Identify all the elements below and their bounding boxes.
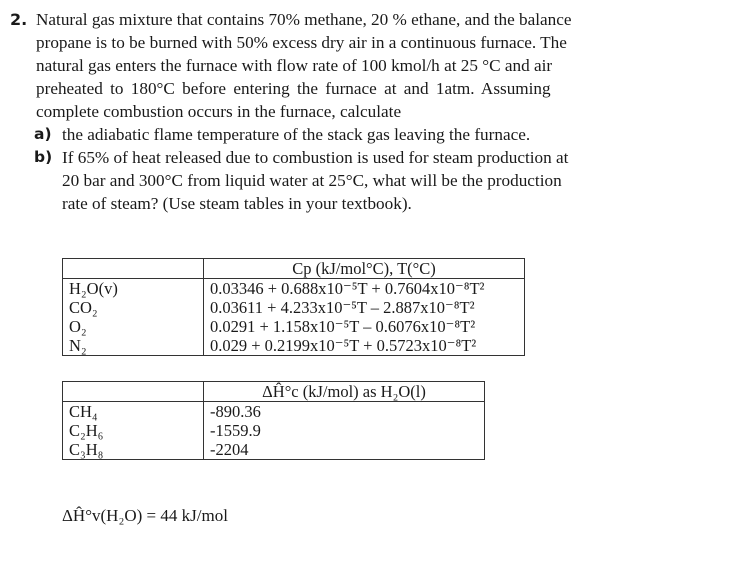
species-cell: N₂ <box>63 336 204 356</box>
species-cell: O₂ <box>63 317 204 336</box>
cp-expression-cell: 0.03611 + 4.233x10⁻⁵T – 2.887x10⁻⁸T² <box>204 298 525 317</box>
part-a-text: the adiabatic flame temperature of the stack gas leaving the furnace. <box>62 125 531 144</box>
hc-value-cell: -1559.9 <box>204 421 485 440</box>
vaporization-enthalpy-formula: ΔĤ°v(H₂O) = 44 kJ/mol <box>62 506 228 525</box>
species-cell: H₂O(v) <box>63 279 204 299</box>
part-b-label: b) <box>34 148 53 166</box>
hc-value-cell: -890.36 <box>204 402 485 422</box>
problem-number: 2. <box>10 10 28 29</box>
problem-line-4: preheated to 180°C before entering the furnace at and 1atm. Assuming <box>36 79 551 98</box>
table-row <box>63 279 525 299</box>
hc-value-cell: -2204 <box>204 440 485 460</box>
table-row <box>63 402 485 422</box>
cp-expression-cell: 0.029 + 0.2199x10⁻⁵T + 0.5723x10⁻⁸T² <box>204 336 525 356</box>
table-row <box>63 298 525 317</box>
table-header-row <box>63 382 485 402</box>
problem-line-1: 2. Natural gas mixture that contains 70% methane, 20 % ethane, and the balance <box>10 10 572 29</box>
table-row <box>63 336 525 356</box>
table-header-empty <box>63 382 204 402</box>
table-header-empty <box>63 259 204 279</box>
table-header-row <box>63 259 525 279</box>
problem-line-3: natural gas enters the furnace with flow rate of 100 kmol/h at 25 °C and air <box>36 56 553 75</box>
table-row <box>63 440 485 460</box>
heat-of-combustion-table <box>62 381 485 460</box>
species-cell: C₂H₆ <box>63 421 204 440</box>
hc-header: ΔĤ°c (kJ/mol) as H₂O(l) <box>204 382 485 402</box>
species-cell: CO₂ <box>63 298 204 317</box>
part-b-text-3: rate of steam? (Use steam tables in your textbook). <box>62 194 412 213</box>
part-b <box>10 146 690 169</box>
table-row <box>63 421 485 440</box>
table-row <box>63 317 525 336</box>
cp-expression-cell: 0.0291 + 1.158x10⁻⁵T – 0.6076x10⁻⁸T² <box>204 317 525 336</box>
part-b-text-1: If 65% of heat released due to combustion is used for steam production at <box>62 148 569 167</box>
problem-line-2: propane is to be burned with 50% excess dry air in a continuous furnace. The <box>36 33 567 52</box>
species-cell: CH₄ <box>63 402 204 422</box>
part-a <box>10 123 690 146</box>
part-a-label: a) <box>34 125 52 143</box>
species-cell: C₃H₈ <box>63 440 204 460</box>
problem-line-5: complete combustion occurs in the furnace, calculate <box>36 102 402 121</box>
cp-expression-cell: 0.03346 + 0.688x10⁻⁵T + 0.7604x10⁻⁸T² <box>204 279 525 299</box>
problem-statement <box>10 8 690 215</box>
heat-capacity-table <box>62 258 525 356</box>
cp-header: Cp (kJ/mol°C), T(°C) <box>204 259 525 279</box>
part-b-text-2: 20 bar and 300°C from liquid water at 25°C, what will be the production <box>62 171 562 190</box>
